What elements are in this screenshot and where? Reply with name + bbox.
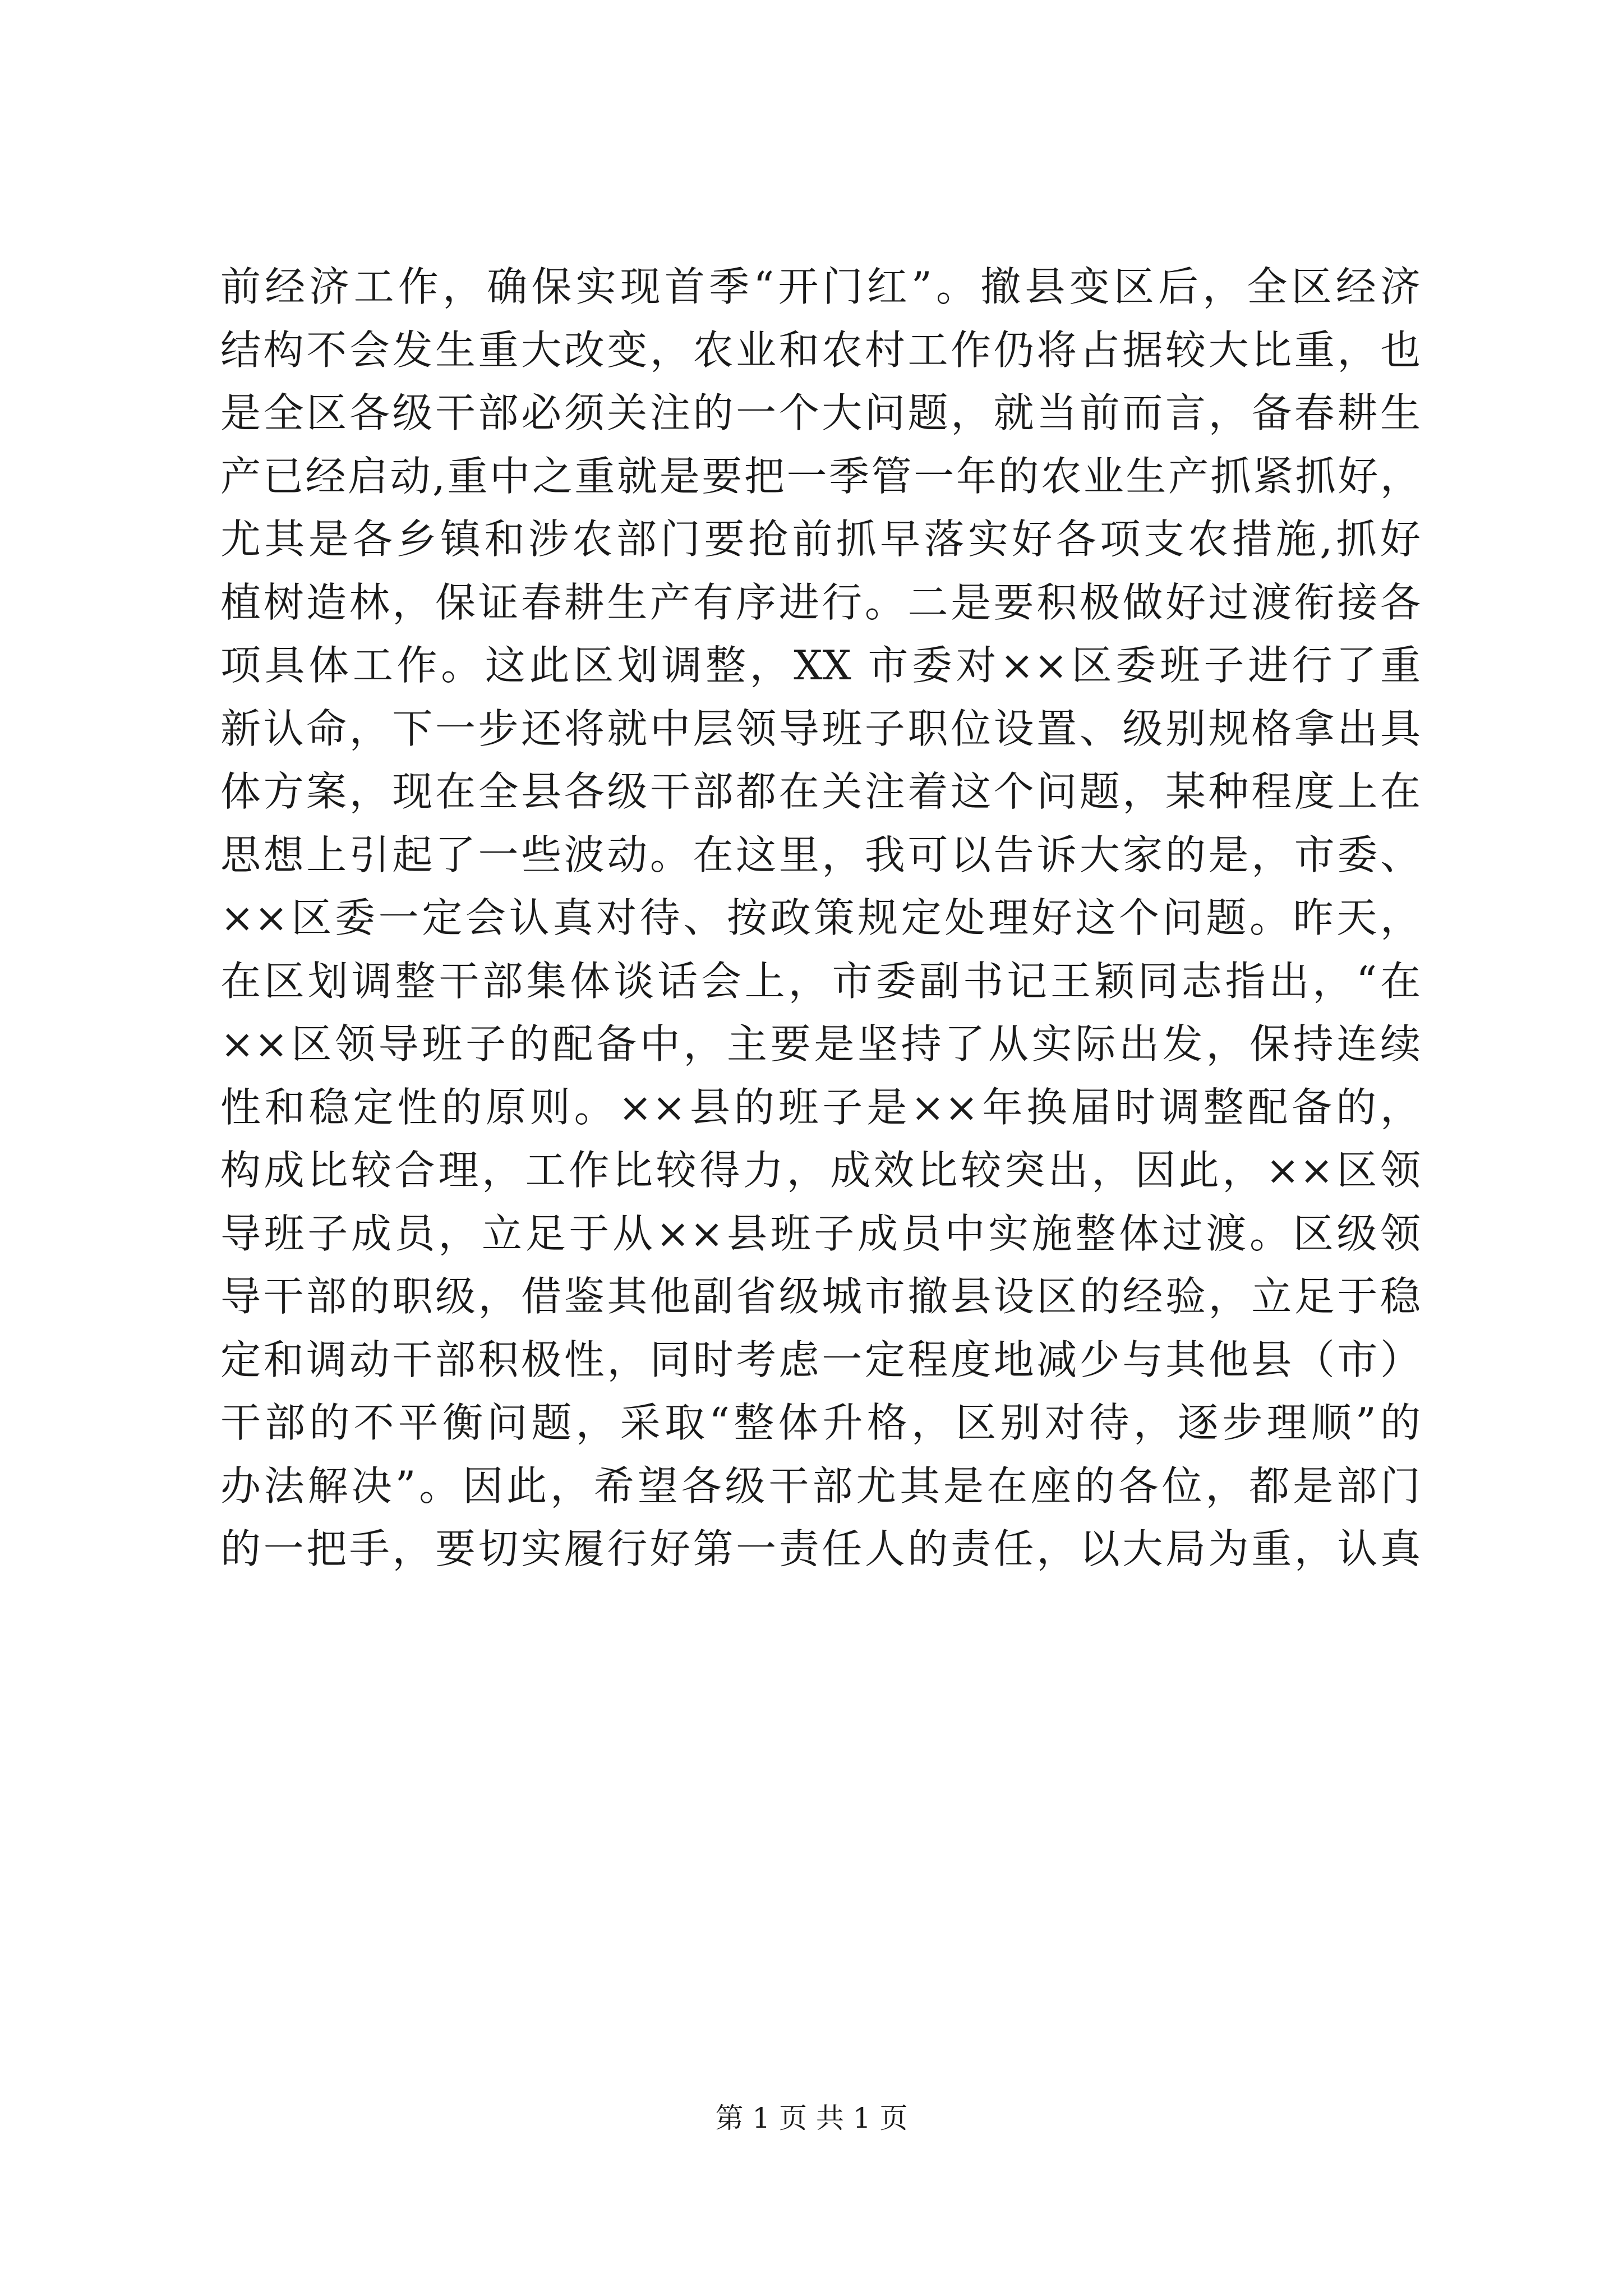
body-text	[220, 255, 1421, 1581]
text-line: 的一把手，要切实履行好第一责任人的责任，以大局为重，认真	[220, 1525, 1421, 1572]
text-line: 新认命，下一步还将就中层领导班子职位设置、级别规格拿出具	[220, 705, 1421, 752]
text-line: 导班子成员，立足于从××县班子成员中实施整体过渡。区级领	[220, 1209, 1421, 1257]
text-line: 导干部的职级，借鉴其他副省级城市撤县设区的经验，立足于稳	[220, 1273, 1421, 1320]
text-line: 结构不会发生重大改变，农业和农村工作仍将占据较大比重，也	[220, 326, 1421, 374]
text-line: 在区划调整干部集体谈话会上，市委副书记王颖同志指出，“在	[220, 957, 1421, 1005]
text-line: 植树造林，保证春耕生产有序进行。二是要积极做好过渡衔接各	[220, 578, 1421, 626]
page-footer: 第 1 页 共 1 页	[715, 2102, 908, 2134]
text-line: 定和调动干部积极性，同时考虑一定程度地减少与其他县（市）	[220, 1336, 1421, 1383]
text-line: 思想上引起了一些波动。在这里，我可以告诉大家的是，市委、	[220, 831, 1421, 878]
text-line: 构成比较合理，工作比较得力，成效比较突出，因此，××区领	[220, 1147, 1421, 1194]
text-line: 尤其是各乡镇和涉农部门要抢前抓早落实好各项支农措施,抓好	[220, 516, 1421, 563]
text-line: 办法解决”。因此，希望各级干部尤其是在座的各位，都是部门	[220, 1462, 1421, 1510]
text-line: 产已经启动,重中之重就是要把一季管一年的农业生产抓紧抓好，	[220, 452, 1421, 500]
text-line: 项具体工作。这此区划调整，XX 市委对××区委班子进行了重	[220, 642, 1421, 689]
text-line: 体方案，现在全县各级干部都在关注着这个问题，某种程度上在	[220, 768, 1421, 815]
text-line: 前经济工作，确保实现首季“开门红”。撤县变区后，全区经济	[220, 263, 1421, 310]
text-line: ××区委一定会认真对待、按政策规定处理好这个问题。昨天，	[220, 894, 1421, 941]
text-line: 是全区各级干部必须关注的一个大问题，就当前而言，备春耕生	[220, 389, 1421, 436]
text-line: 性和稳定性的原则。××县的班子是××年换届时调整配备的，	[220, 1083, 1421, 1131]
text-line: 干部的不平衡问题，采取“整体升格，区别对待，逐步理顺”的	[220, 1399, 1421, 1446]
text-line: ××区领导班子的配备中，主要是坚持了从实际出发，保持连续	[220, 1020, 1421, 1068]
